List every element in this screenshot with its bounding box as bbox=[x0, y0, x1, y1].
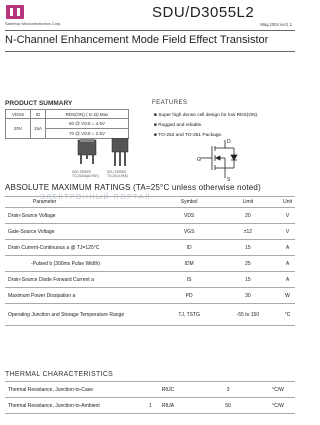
col-header-unit: Unit bbox=[280, 197, 295, 208]
table-row bbox=[5, 208, 295, 224]
package-drawings bbox=[0, 138, 300, 182]
gate-label: G bbox=[197, 157, 201, 163]
title-divider bbox=[5, 51, 295, 52]
row-symbol: IDM bbox=[163, 256, 216, 272]
mosfet-symbol-icon bbox=[200, 140, 237, 178]
row-unit: V bbox=[280, 224, 295, 240]
row-symbol: RθJC bbox=[141, 382, 195, 398]
row-param: Thermal Resistance, Junction-to-Case bbox=[5, 382, 141, 398]
summary-rds-row: 60 @ VGS = 4.5V bbox=[46, 119, 129, 129]
feature-text: Rugged and reliable. bbox=[158, 123, 203, 128]
summary-id-value: 15A bbox=[31, 119, 46, 139]
summary-rds-row: 70 @ VGS = 2.5V bbox=[46, 129, 129, 139]
row-param: Operating Junction and Storage Temperature Range bbox=[5, 304, 163, 326]
row-symbol: RθJA bbox=[141, 398, 195, 414]
row-limit: -55 to 150 bbox=[216, 304, 280, 326]
abs-max-heading: ABSOLUTE MAXIMUM RATINGS (TA=25°C unless otherwise noted) bbox=[5, 183, 261, 192]
feature-item: ■ Rugged and reliable. bbox=[154, 123, 203, 128]
dpak-package-name: TO-252AA(D-PAK) bbox=[72, 174, 99, 178]
row-limit: 50 bbox=[195, 398, 261, 414]
col-header-parameter: Parameter bbox=[5, 197, 163, 208]
page-number: 1 bbox=[149, 403, 152, 409]
part-number: SDU/D3055L2 bbox=[152, 4, 255, 21]
table-row bbox=[5, 272, 295, 288]
row-unit: °C bbox=[280, 304, 295, 326]
thermal-heading: THERMAL CHARACTERISTICS bbox=[5, 371, 114, 378]
row-param: Maximum Power Dissipation a bbox=[5, 288, 163, 304]
row-limit: ±12 bbox=[216, 224, 280, 240]
company-logo bbox=[6, 5, 24, 19]
row-unit: V bbox=[280, 208, 295, 224]
row-symbol: PD bbox=[163, 288, 216, 304]
row-symbol: IS bbox=[163, 272, 216, 288]
table-row bbox=[5, 224, 295, 240]
row-param: Thermal Resistance, Junction-to-Ambient bbox=[5, 398, 141, 414]
product-summary-table bbox=[5, 109, 129, 139]
table-row bbox=[5, 288, 295, 304]
summary-header-id: ID bbox=[31, 110, 46, 119]
ipak-label bbox=[107, 170, 128, 178]
watermark: ЭЛЕКТРОННЫЙ ПОРТАЛ bbox=[40, 194, 151, 201]
row-symbol: VGS bbox=[163, 224, 216, 240]
source-label: S bbox=[227, 177, 231, 182]
row-param: Drain Current-Continuous a @ TJ=125°C bbox=[5, 240, 163, 256]
row-unit: °C/W bbox=[261, 382, 295, 398]
table-row bbox=[5, 304, 295, 326]
summary-header-rds: RDS(ON) ( m Ω) Max bbox=[46, 110, 129, 119]
row-limit: 30 bbox=[216, 288, 280, 304]
row-limit: 15 bbox=[216, 240, 280, 256]
ipak-package-icon bbox=[112, 138, 128, 166]
row-limit: 25 bbox=[216, 256, 280, 272]
row-symbol: TJ, TSTG bbox=[163, 304, 216, 326]
row-limit: 20 bbox=[216, 208, 280, 224]
header-divider bbox=[5, 30, 295, 31]
col-header-symbol: Symbol bbox=[163, 197, 216, 208]
ipak-series: SDU SERIES bbox=[107, 170, 127, 174]
row-unit: A bbox=[280, 240, 295, 256]
feature-text: Super high dense cell design for low RDS(ON). bbox=[158, 113, 259, 118]
row-unit: A bbox=[280, 256, 295, 272]
product-summary-heading: PRODUCT SUMMARY bbox=[5, 100, 73, 107]
table-row bbox=[5, 382, 295, 398]
row-limit: 3 bbox=[195, 382, 261, 398]
ipak-package-name: TO-251(I-PAK) bbox=[107, 174, 128, 178]
summary-header-vdss: VDSS bbox=[6, 110, 31, 119]
drain-label: D bbox=[227, 139, 231, 145]
row-unit: °C/W bbox=[261, 398, 295, 414]
row-limit: 15 bbox=[216, 272, 280, 288]
revision-date: May,2004 ver1.1 bbox=[260, 22, 292, 27]
row-param: Drain-Source Voltage bbox=[5, 208, 163, 224]
row-param: Drain-Source Diode Forward Current a bbox=[5, 272, 163, 288]
row-param: Gate-Source Voltage bbox=[5, 224, 163, 240]
feature-text: TO-252 and TO-251 Package. bbox=[158, 133, 223, 138]
features-heading: FEATURES bbox=[152, 100, 188, 106]
table-header-row bbox=[5, 197, 295, 208]
col-header-limit: Limit bbox=[216, 197, 280, 208]
feature-item: ■ TO-252 and TO-251 Package. bbox=[154, 133, 223, 138]
feature-item: ■ Super high dense cell design for low RDS(ON). bbox=[154, 113, 259, 118]
row-symbol: VDS bbox=[163, 208, 216, 224]
row-unit: A bbox=[280, 272, 295, 288]
row-param: -Pulsed b (300ms Pulse Width) bbox=[5, 256, 163, 272]
thermal-table bbox=[5, 381, 295, 414]
document-title: N-Channel Enhancement Mode Field Effect Transistor bbox=[5, 34, 269, 46]
row-symbol: ID bbox=[163, 240, 216, 256]
company-name: SamHop Microelectronics Corp. bbox=[5, 21, 62, 26]
dpak-series: SDD SERIES bbox=[72, 170, 92, 174]
row-unit: W bbox=[280, 288, 295, 304]
table-row bbox=[5, 240, 295, 256]
dpak-package-icon bbox=[78, 138, 96, 164]
summary-vdss-value: 20V bbox=[6, 119, 31, 139]
abs-max-table bbox=[5, 196, 295, 326]
table-row bbox=[5, 256, 295, 272]
dpak-label bbox=[72, 170, 99, 178]
